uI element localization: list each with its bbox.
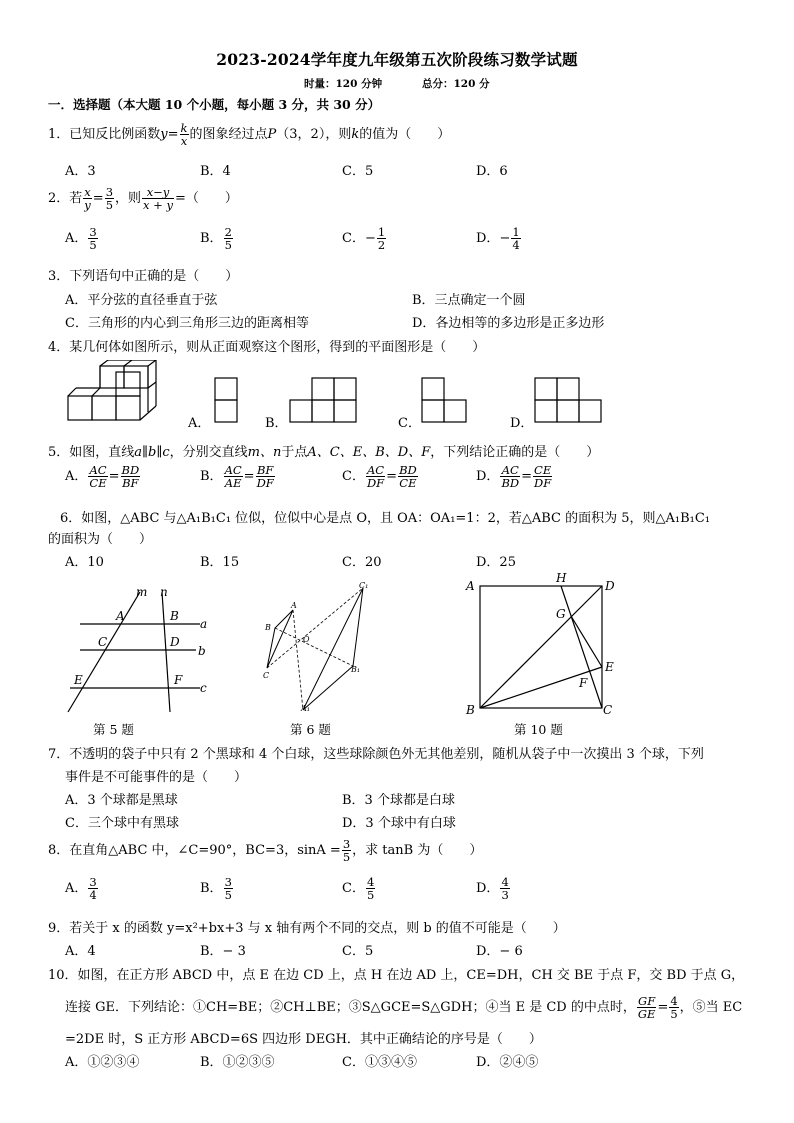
q8-c-label: C． (342, 881, 365, 896)
q8-a-frac (88, 876, 97, 901)
q5-d-d1: BD (501, 476, 520, 490)
fig6-label-A1: A₁ (301, 704, 310, 713)
question-9: 9．若关于 x 的函数 y=x²+bx+3 与 x 轴有两个不同的交点，则 b 的值不可能是（ ） (48, 921, 566, 936)
q2-fd2: 5 (105, 198, 114, 212)
q2-a-num: 3 (89, 225, 97, 239)
q7-option-c[interactable]: C．三个球中有黑球 (65, 816, 179, 831)
q5-text-c: 于点 (281, 445, 308, 460)
q3-option-d[interactable]: D．各边相等的多边形是正多边形 (412, 316, 605, 331)
q2-a-den: 5 (89, 238, 97, 252)
q2-c-sign: − (364, 231, 376, 246)
q8-b-label: B． (200, 881, 223, 896)
question-3: 3．下列语句中正确的是（ ） (48, 269, 239, 284)
q2-d-frac (511, 226, 520, 251)
fig10-label-B: B (466, 703, 475, 717)
fig5-label-m: m (136, 585, 148, 599)
q1-frac-num: k (180, 121, 188, 135)
q5-text-b: ，分别交直线 (169, 445, 248, 460)
q4-label-a[interactable]: A． (188, 416, 211, 431)
q8-text-b: ，求 tanB 为（ ） (352, 843, 483, 858)
q9-option-b[interactable]: B．− 3 (200, 944, 246, 959)
caption-fig6: 第 6 题 (290, 722, 331, 737)
q10-option-a[interactable]: A．①②③④ (65, 1055, 140, 1070)
figure-6 (255, 580, 375, 716)
q10-text-a: 连接 GE．下列结论：①CH=BE；②CH⊥BE；③S△GCE=S△GDH；④当 E 是 CD 的中点时， (65, 1000, 636, 1015)
q8-d-label: D． (476, 881, 500, 896)
fig5-label-A: A (116, 609, 125, 623)
question-10-line3: =2DE 时，S 正方形 ABCD=6S 四边形 DEGH．其中正确结论的序号是（ ） (65, 1032, 542, 1047)
q5-b-label: B． (200, 469, 223, 484)
fig10-label-A: A (466, 579, 475, 593)
figure-5 (60, 582, 220, 718)
q5-c-n1: AC (367, 463, 385, 477)
q2-option-a[interactable] (65, 226, 99, 251)
q6-option-a[interactable]: A．10 (65, 555, 104, 570)
q6-option-b[interactable]: B．15 (200, 555, 240, 570)
q2-d-label: D． (476, 231, 500, 246)
q1-option-c[interactable]: C．5 (342, 164, 374, 179)
q10-frac2 (669, 995, 678, 1020)
q5-text-a: 5．如图，直线 (48, 445, 135, 460)
q8-option-b[interactable] (200, 876, 234, 901)
q10-option-d[interactable]: D．②④⑤ (476, 1055, 539, 1070)
fig5-label-b: b (198, 644, 206, 658)
q1-text: 1．已知反比例函数 (48, 127, 161, 142)
q2-d-sign: − (499, 231, 511, 246)
total-score: 总分：120 分 (422, 78, 490, 90)
fig6-label-A: A (291, 601, 297, 610)
q2-frac-expr (142, 186, 174, 211)
fig5-label-C: C (98, 635, 108, 649)
solid-figure (68, 360, 156, 420)
fig5-label-F: F (174, 673, 183, 687)
q1-var-y: y (160, 127, 168, 142)
q5-b-d2: DF (256, 476, 274, 490)
q2-frac-xy (83, 186, 92, 211)
q2-option-d[interactable] (476, 226, 522, 251)
question-6-line2: 的面积为（ ） (48, 532, 153, 547)
q2-a-label: A． (65, 231, 88, 246)
q5-a-frac1 (88, 464, 107, 489)
q1-var-p: P (267, 127, 277, 142)
q5-a-frac2 (121, 464, 141, 489)
q1-fraction (180, 122, 189, 147)
q9-option-c[interactable]: C．5 (342, 944, 374, 959)
q5-mn: m、n (247, 445, 282, 460)
fig6-label-B: B (265, 623, 271, 632)
q5-d-n2: CE (534, 463, 552, 477)
q2-text: 2．若 (48, 191, 83, 206)
q2-fn3: x−y (142, 186, 174, 199)
time-limit: 时量：120 分钟 (304, 78, 383, 90)
q8-text-a: 8．在直角△ABC 中，∠C=90°，BC=3，sinA = (48, 843, 341, 858)
q5-c-frac2 (398, 464, 418, 489)
q2-frac-35 (105, 186, 114, 211)
q8-b-num: 3 (224, 875, 232, 889)
fig5-label-n: n (160, 585, 168, 599)
q1-text-b: 的图象经过点 (189, 127, 268, 142)
q8-option-a[interactable] (65, 876, 99, 901)
q5-c-frac1 (366, 464, 385, 489)
fig5-label-a: a (200, 617, 208, 631)
q1-option-a[interactable]: A．3 (65, 164, 96, 179)
q8-fn: 3 (342, 837, 351, 851)
q1-option-d[interactable]: D．6 (476, 164, 508, 179)
q2-b-num: 2 (224, 225, 232, 239)
option-c-figure (422, 378, 466, 422)
fig10-label-H: H (556, 571, 567, 585)
q5-d-n1: AC (501, 463, 519, 477)
q1-var-k: k (351, 127, 360, 142)
q10-eq: = (657, 1000, 669, 1015)
q2-b-label: B． (200, 231, 223, 246)
q5-a-d1: CE (89, 476, 107, 490)
fig10-label-E: E (605, 660, 614, 674)
q5-d-frac1 (500, 464, 520, 489)
q8-c-den: 5 (366, 888, 375, 902)
q5-c-label: C． (342, 469, 365, 484)
option-a-figure (215, 378, 237, 422)
q2-fn2: 3 (105, 185, 114, 199)
fig10-label-F: F (579, 676, 588, 690)
question-4: 4．某几何体如图所示，则从正面观察这个图形，得到的平面图形是（ ） (48, 340, 486, 355)
q5-option-a[interactable]: A． $\frac{AC}{CE}$ = $\frac{BD}{BF}$ (65, 463, 140, 490)
question-8 (48, 838, 482, 863)
q5-b-n1: AC (224, 463, 242, 477)
q8-a-label: A． (65, 881, 88, 896)
question-1: 1．已知反比例函数y= $\frac{k}{x}$ 的图象经过点P（3，2），则k的值为（ ） (48, 121, 451, 148)
question-2 (48, 186, 238, 211)
fig10-label-G: G (556, 607, 566, 621)
fig5-label-D: D (170, 635, 180, 649)
question-10-line2 (65, 995, 742, 1020)
q5-b-frac2 (256, 464, 275, 489)
q5-c-d1: DF (366, 476, 385, 490)
q2-a-frac (88, 226, 97, 251)
q5-c-n2: BD (399, 463, 417, 477)
fig10-label-D: D (605, 579, 615, 593)
question-7-line1: 7．不透明的袋子中只有 2 个黑球和 4 个白球，这些球除颜色外无其他差别，随机从袋子中一次摸出 3 个球，下列 (48, 747, 704, 762)
q8-d-den: 3 (501, 888, 509, 902)
fig6-label-B1: B₁ (351, 665, 361, 674)
q5-b-n2: BF (256, 463, 274, 477)
q2-c-label: C． (342, 231, 365, 246)
q2-eq: = (92, 191, 104, 206)
q2-option-b[interactable] (200, 226, 234, 251)
q2-text-c: =（ ） (174, 191, 238, 206)
q5-a-n2: BD (121, 463, 140, 477)
q5-option-b[interactable]: B． $\frac{AC}{AE}$ = $\frac{BF}{DF}$ (200, 463, 274, 490)
q5-points: A、C、E、B、D、F (307, 445, 431, 460)
q5-option-d[interactable]: D． $\frac{AC}{BD}$ = $\frac{CE}{DF}$ (476, 463, 552, 490)
q7-option-d[interactable]: D．3 个球中有白球 (342, 816, 456, 831)
q10-fd1: GE (637, 1007, 656, 1021)
q8-fd: 5 (342, 850, 351, 864)
q5-a-d2: BF (122, 476, 139, 490)
q10-fd2: 5 (670, 1007, 678, 1021)
q4-figures (60, 360, 620, 430)
q6-option-d[interactable]: D．25 (476, 555, 516, 570)
q2-d-den: 4 (512, 238, 520, 252)
q2-fd3: x + y (143, 198, 173, 212)
q6-option-c[interactable]: C．20 (342, 555, 382, 570)
question-7-line2: 事件是不可能事件的是（ ） (65, 770, 248, 785)
q8-frac (342, 838, 351, 863)
q8-option-c[interactable] (342, 876, 376, 901)
q1-text-c: （3，2），则 (276, 127, 352, 142)
q7-option-b[interactable]: B．3 个球都是白球 (342, 793, 455, 808)
q10-option-b[interactable]: B．①②③⑤ (200, 1055, 275, 1070)
q2-fd1: y (84, 198, 91, 212)
q4-label-d[interactable]: D． (510, 416, 534, 431)
q1-option-b[interactable]: B．4 (200, 164, 231, 179)
q5-d-label: D． (476, 469, 500, 484)
q8-c-num: 4 (366, 875, 375, 889)
q8-a-den: 4 (89, 888, 97, 902)
q3-option-a[interactable]: A．平分弦的直径垂直于弦 (65, 293, 218, 308)
q9-option-a[interactable]: A．4 (65, 944, 96, 959)
q4-label-b[interactable]: B． (265, 416, 288, 431)
caption-fig10: 第 10 题 (514, 722, 563, 737)
caption-fig5: 第 5 题 (93, 722, 134, 737)
option-b-figure (290, 378, 356, 422)
q5-parallel: a∥b∥c (134, 445, 170, 460)
figure-10 (460, 568, 622, 718)
section-heading: 一．选择题（本大题 10 个小题，每小题 3 分，共 30 分） (48, 97, 381, 112)
q10-fn1: GF (638, 994, 656, 1008)
question-6-line1: 6．如图，△ABC 与△A₁B₁C₁ 位似，位似中心是点 O，且 OA：OA₁=1：2，若△ABC 的面积为 5，则△A₁B₁C₁ (60, 511, 711, 526)
q10-frac1 (637, 995, 657, 1020)
q3-option-b[interactable]: B．三点确定一个圆 (412, 293, 526, 308)
fig5-label-E: E (74, 673, 83, 687)
q5-c-d2: CE (399, 476, 417, 490)
q8-d-frac (500, 876, 509, 901)
q1-frac-den: x (180, 134, 188, 148)
q8-d-num: 4 (501, 875, 509, 889)
q1-text-d: 的值为（ ） (359, 127, 451, 142)
q2-option-c[interactable] (342, 226, 387, 251)
q10-option-c[interactable]: C．①③④⑤ (342, 1055, 417, 1070)
q5-a-label: A． (65, 469, 88, 484)
question-10-line1: 10．如图，在正方形 ABCD 中，点 E 在边 CD 上，点 H 在边 AD 上，CE=DH，CH 交 BE 于点 F，交 BD 于点 G， (48, 968, 745, 983)
q5-a-n1: AC (89, 463, 107, 477)
q9-option-d[interactable]: D．− 6 (476, 944, 523, 959)
q8-option-d[interactable] (476, 876, 511, 901)
q8-a-num: 3 (89, 875, 97, 889)
question-5 (48, 441, 599, 460)
q2-c-num: 1 (377, 225, 386, 239)
q2-b-den: 5 (224, 238, 232, 252)
q10-fn2: 4 (670, 994, 678, 1008)
q5-b-frac1 (224, 464, 243, 489)
fig10-label-C: C (603, 703, 613, 717)
fig5-label-c: c (200, 681, 207, 695)
q8-b-frac (224, 876, 233, 901)
q5-b-d1: AE (224, 476, 242, 490)
fig6-label-C: C (263, 671, 270, 680)
page-title: 2023-2024学年度九年级第五次阶段练习数学试题 (216, 50, 578, 69)
q2-fn1: x (84, 185, 91, 199)
fig6-label-O: O (303, 635, 310, 644)
q2-c-frac (377, 226, 386, 251)
q8-b-den: 5 (224, 888, 232, 902)
q4-label-c[interactable]: C． (398, 416, 421, 431)
q2-c-den: 2 (377, 238, 386, 252)
q3-option-c[interactable]: C．三角形的内心到三角形三边的距离相等 (65, 316, 309, 331)
q7-option-a[interactable]: A．3 个球都是黑球 (65, 793, 178, 808)
q5-d-d2: DF (534, 476, 552, 490)
q5-d-frac2 (533, 464, 552, 489)
q2-text-b: ，则 (115, 191, 142, 206)
q10-text-b: ，⑤当 EC (679, 1000, 743, 1015)
option-d-figure (535, 378, 601, 422)
q2-b-frac (224, 226, 233, 251)
q5-option-c[interactable]: C． $\frac{AC}{DF}$ = $\frac{BD}{CE}$ (342, 463, 417, 490)
q2-d-num: 1 (512, 225, 520, 239)
q8-c-frac (366, 876, 375, 901)
q5-text-d: ，下列结论正确的是（ ） (430, 445, 600, 460)
fig5-label-B: B (170, 609, 179, 623)
fig6-label-C1: C₁ (359, 581, 369, 590)
